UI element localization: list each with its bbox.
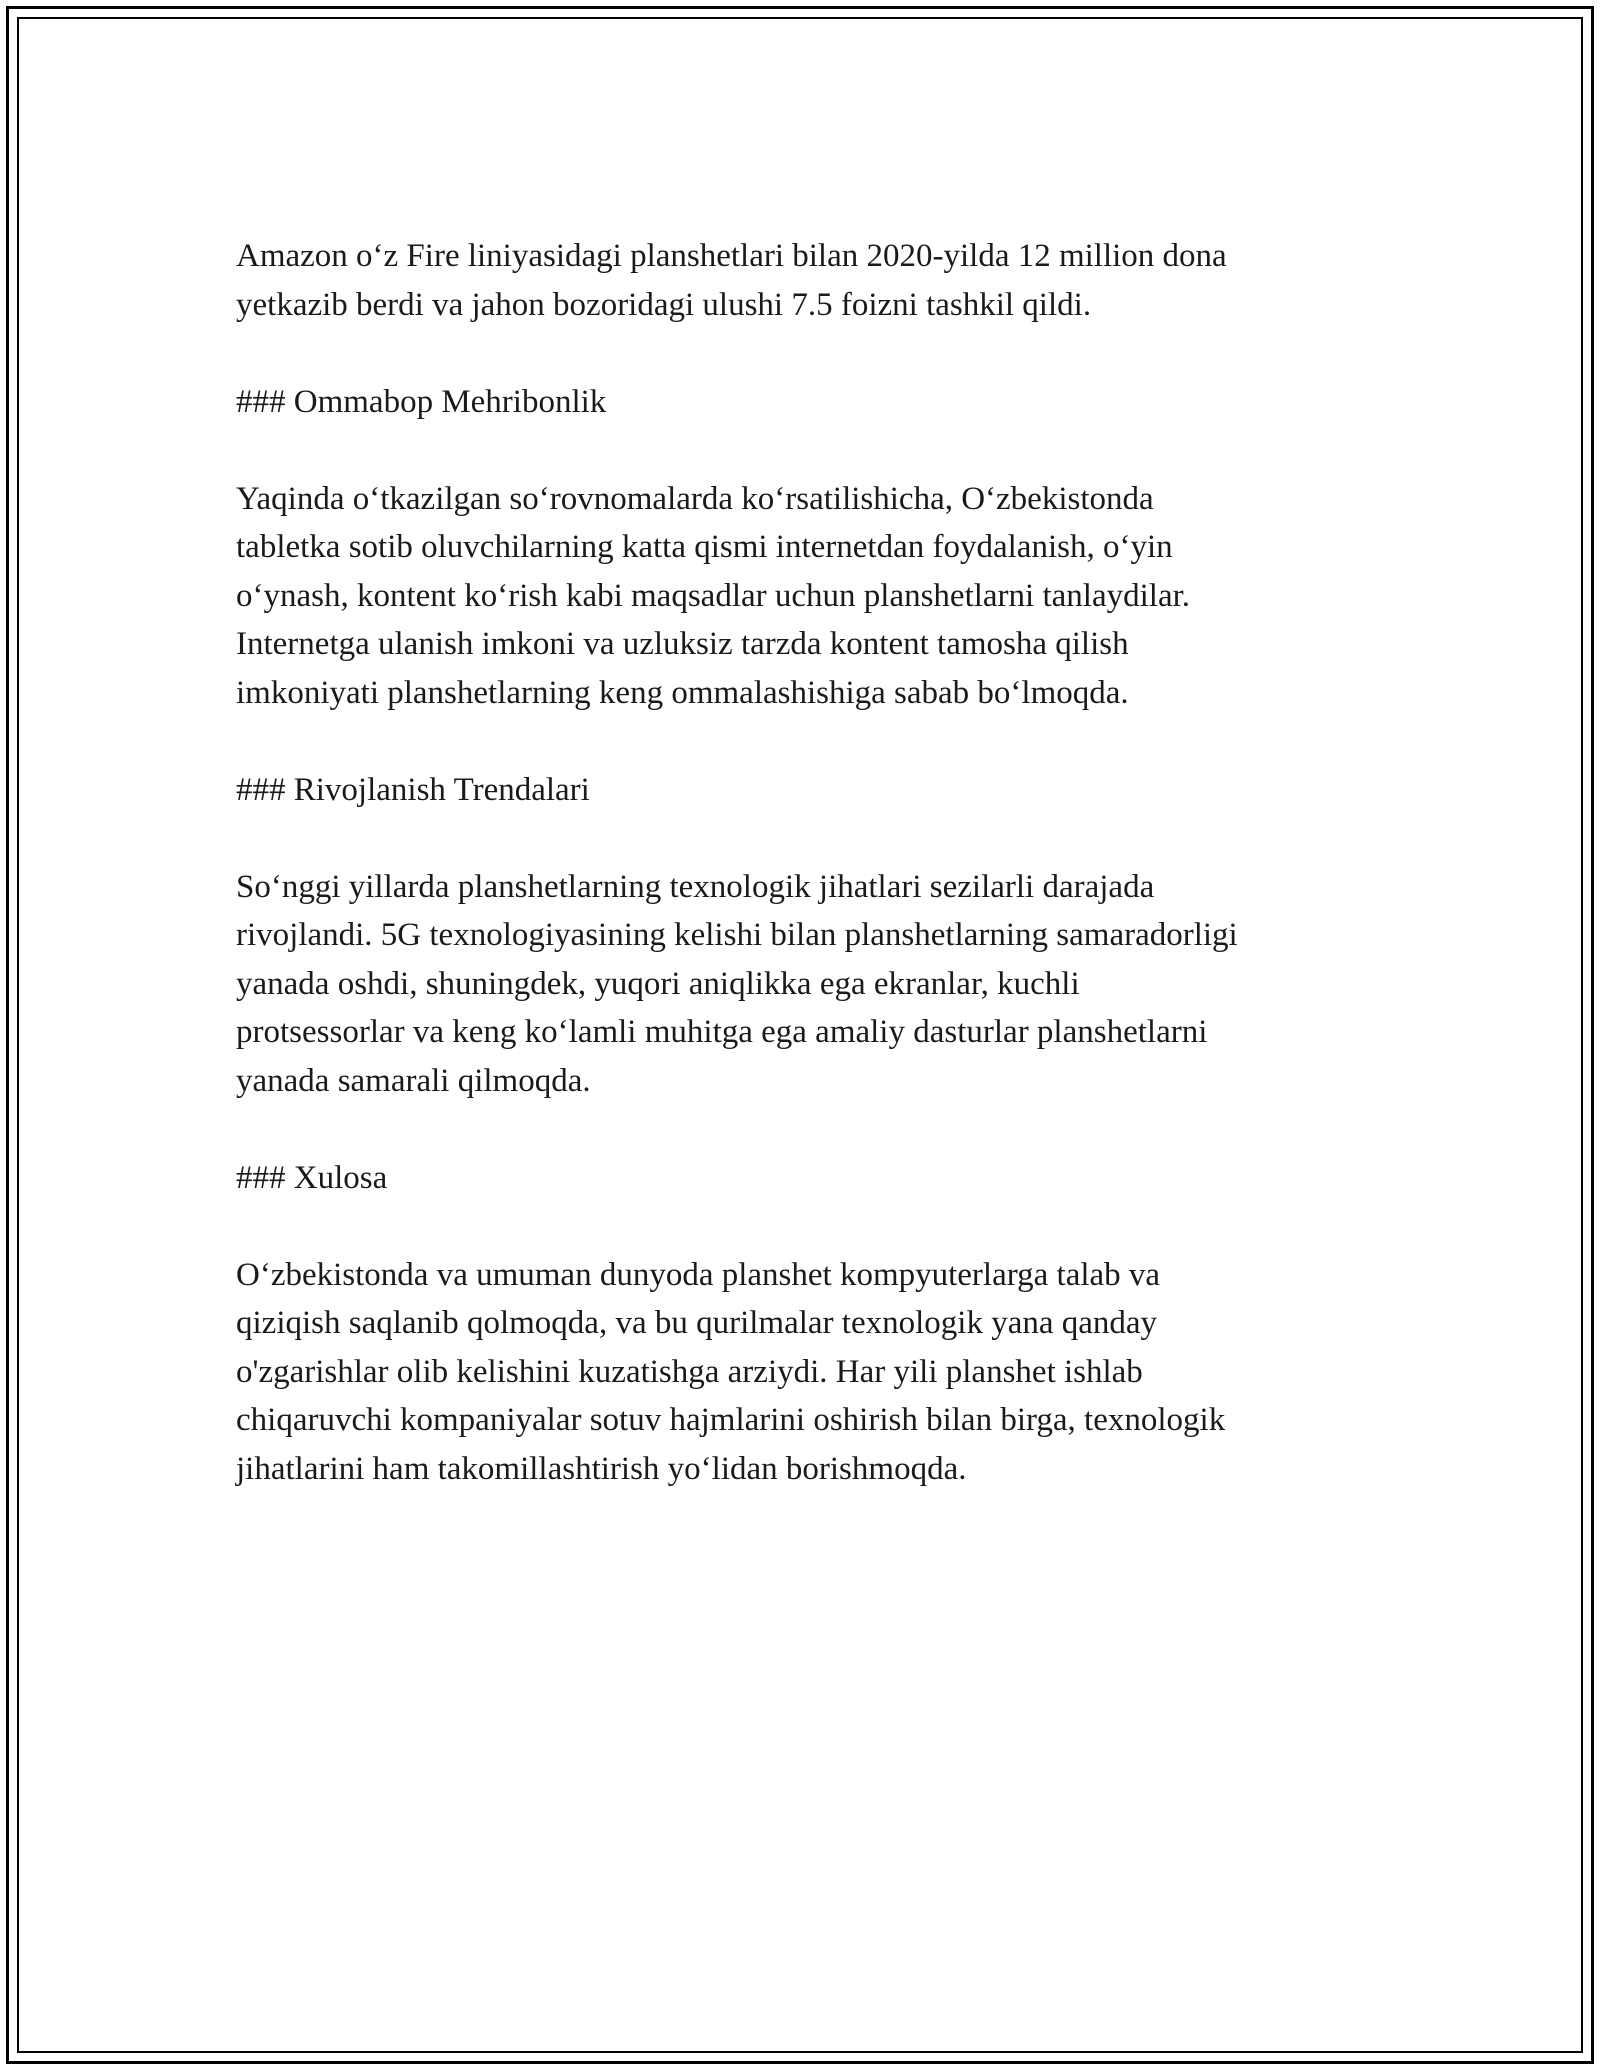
xulosa-paragraph xyxy=(236,1251,1356,1494)
text-line: Amazon o‘z Fire liniyasidagi planshetlari bilan 2020-yilda 12 million dona xyxy=(236,238,1227,274)
text-line: chiqaruvchi kompaniyalar sotuv hajmlarini oshirish bilan birga, texnologik xyxy=(236,1402,1226,1438)
heading-text: ### Rivojlanish Trendalari xyxy=(236,771,590,808)
rivojlanish-paragraph xyxy=(236,863,1356,1106)
text-line: jihatlarini ham takomillashtirish yo‘lidan borishmoqda. xyxy=(236,1450,967,1487)
section-heading-rivojlanish xyxy=(236,766,1356,815)
section-heading-ommabop xyxy=(236,378,1356,427)
ommabop-paragraph xyxy=(236,475,1356,718)
text-line: o'zgarishlar olib kelishini kuzatishga arziydi. Har yili planshet ishlab xyxy=(236,1353,1143,1390)
text-line: tabletka sotib oluvchilarning katta qismi internetdan foydalanish, o‘yin xyxy=(236,529,1173,565)
document-body xyxy=(236,232,1356,1542)
text-line: yanada oshdi, shuningdek, yuqori aniqlikka ega ekranlar, kuchli xyxy=(236,965,1080,1002)
text-line: Yaqinda o‘tkazilgan so‘rovnomalarda ko‘rsatilishicha, O‘zbekistonda xyxy=(236,480,1154,517)
text-line: O‘zbekistonda va umuman dunyoda planshet kompyuterlarga talab va xyxy=(236,1256,1161,1293)
text-line: o‘ynash, kontent ko‘rish kabi maqsadlar uchun planshetlarni tanlaydilar. xyxy=(236,577,1191,614)
heading-text: ### Ommabop Mehribonlik xyxy=(236,383,607,420)
text-line: rivojlandi. 5G texnologiyasining kelishi bilan planshetlarning samaradorligi xyxy=(236,917,1238,953)
text-line: imkoniyati planshetlarning keng ommalashishiga sabab bo‘lmoqda. xyxy=(236,674,1129,711)
text-line: Internetga ulanish imkoni va uzluksiz tarzda kontent tamosha qilish xyxy=(236,626,1129,662)
section-heading-xulosa xyxy=(236,1154,1356,1203)
text-line: yanada samarali qilmoqda. xyxy=(236,1062,591,1099)
text-line: So‘nggi yillarda planshetlarning texnologik jihatlari sezilarli darajada xyxy=(236,868,1155,905)
text-line: yetkazib berdi va jahon bozoridagi ulushi 7.5 foizni tashkil qildi. xyxy=(236,286,1092,323)
text-line: protsessorlar va keng ko‘lamli muhitga ega amaliy dasturlar planshetlarni xyxy=(236,1014,1208,1050)
heading-text: ### Xulosa xyxy=(236,1159,388,1196)
intro-paragraph xyxy=(236,232,1356,329)
text-line: qiziqish saqlanib qolmoqda, va bu qurilmalar texnologik yana qanday xyxy=(236,1305,1158,1341)
